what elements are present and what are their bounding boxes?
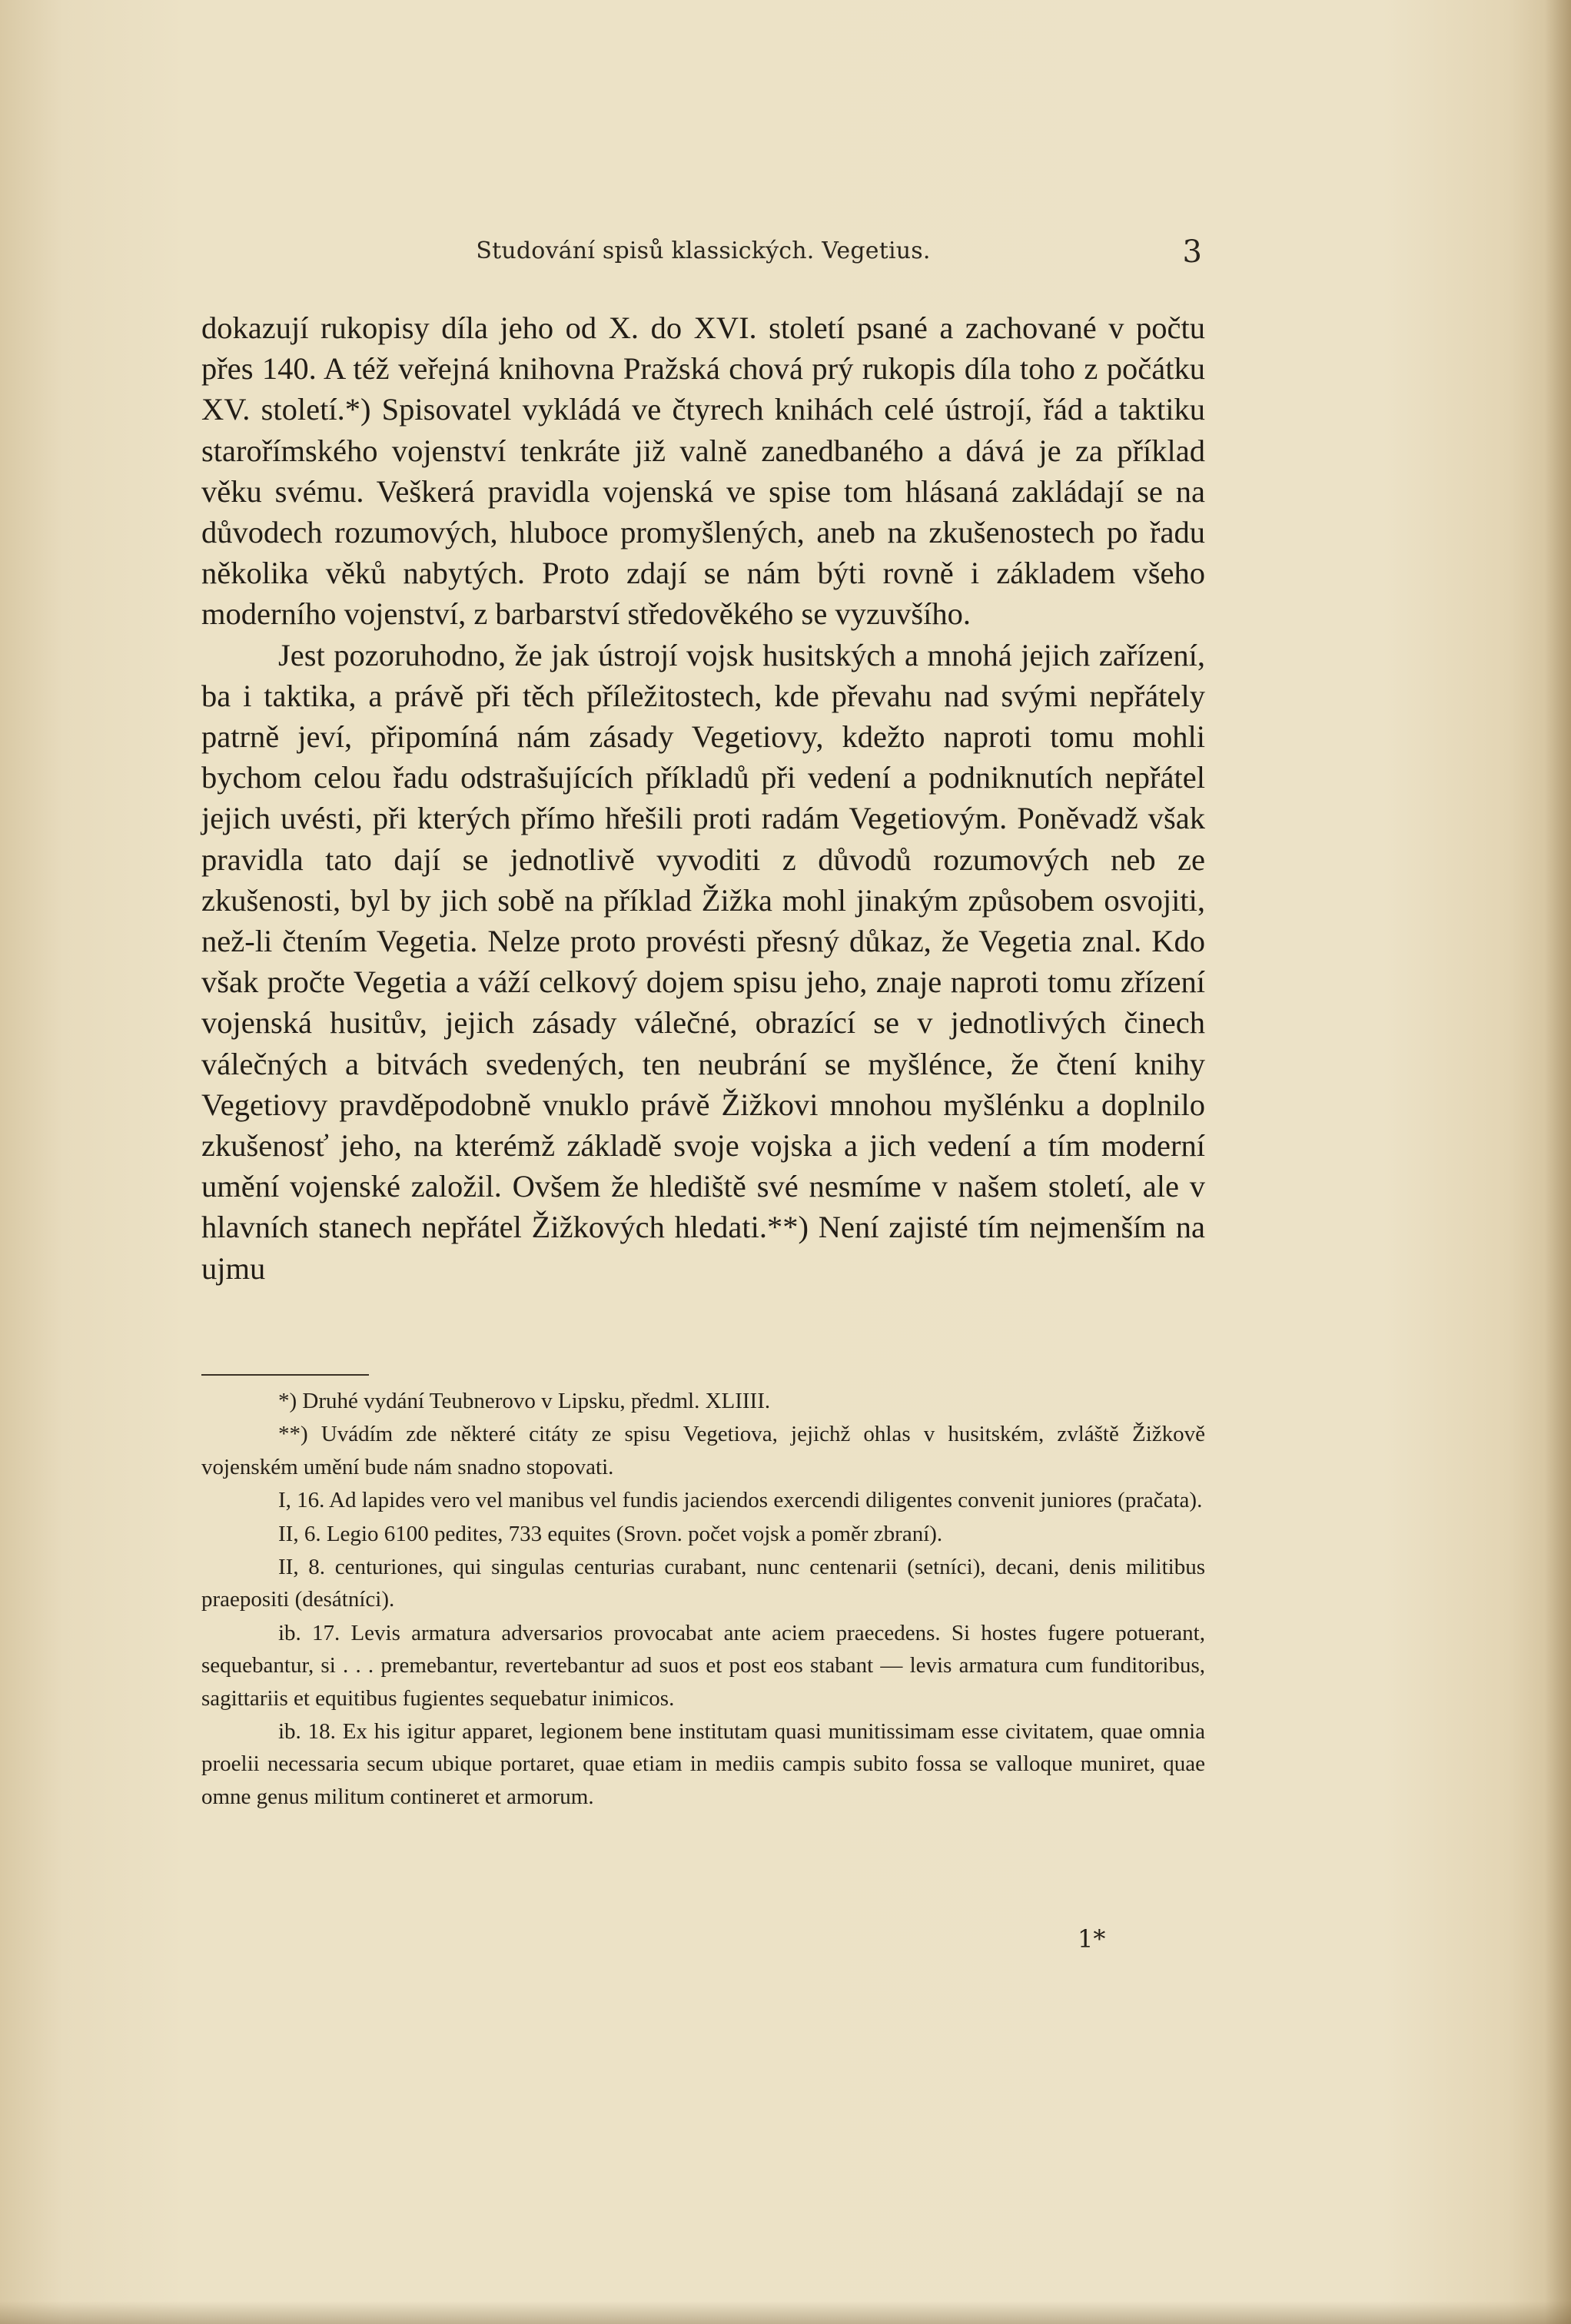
running-title: Studování spisů klassických. Vegetius. <box>476 237 931 264</box>
footnote-3: I, 16. Ad lapides vero vel manibus vel fundis jaciendos exercendi diligentes convenit juniores (pračata). <box>278 1488 1203 1513</box>
paragraph-2: Jest pozoruhodno, že jak ústrojí vojsk husitských a mnohá jejich zařízení, ba i taktika, a právě při těch příležitostech, kde převahu nad svými nepřátely patrně jeví, připomíná nám zásady Vegetiovy, kdežto naproti tomu mohli bychom celou řadu odstrašujících příkladů při vedení a podniknutích nepřátel jejich uvésti, při kterých přímo hřešili proti radám Vegetiovým. Poněvadž však pravidla tato dají se jednotlivě vyvoditi z důvodů rozumových neb ze zkušenosti, byl by jich sobě na příklad Žižka mohl jinakým způsobem osvojiti, než-li čtením Vegetia. Nelze proto provésti přesný důkaz, že Vegetia znal. Kdo však pročte Vegetia a váží celkový dojem spisu jeho, znaje naproti tomu zřízení vojenská husitův, jejich zásady válečné, obrazící se v jednotlivých činech válečných a bitvách svedených, ten neubrání se myšlénce, že čtení knihy Vegetiovy pravděpodobně vnuklo právě Žižkovi mnohou myšlénku a doplnilo zkušenosť jeho, na kterémž základě svoje vojska a jich vedení a tím moderní umění vojenské založil. Ovšem že hlediště své nesmíme v našem století, ale v hlavních stanech nepřátel Žižkových hledati.**) Není zajisté tím nejmenším na ujmu <box>201 637 1205 1286</box>
page-edge-shadow-right <box>1545 0 1571 2324</box>
footnote-4: II, 6. Legio 6100 pedites, 733 equites (Srovn. počet vojsk a poměr zbraní). <box>278 1521 943 1546</box>
footnote-1: *) Druhé vydání Teubnerovo v Lipsku, předml. XLIIII. <box>278 1389 771 1413</box>
main-text <box>201 307 1205 1289</box>
page-number: 3 <box>1182 234 1202 270</box>
footnote-2: **) Uvádím zde některé citáty ze spisu Vegetiova, jejichž ohlas v husitském, zvláště Žižkově vojenském umění bude nám snadno stopovati. <box>201 1422 1205 1479</box>
footnote-separator <box>201 1374 369 1376</box>
footnote-5: II, 8. centuriones, qui singulas centurias curabant, nunc centenarii (setníci), decani, denis militibus praepositi (desátníci). <box>201 1555 1205 1612</box>
paragraph-1: dokazují rukopisy díla jeho od X. do XVI. století psané a zachované v počtu přes 140. A též veřejná knihovna Pražská chová prý rukopis díla toho z počátku XV. století.*) Spisovatel vykládá ve čtyrech knihách celé ústrojí, řád a taktiku starořímského vojenství tenkráte již valně zanedbaného a dává je za příklad věku svému. Veškerá pravidla vojenská ve spise tom hlásaná zakládají se na důvodech rozumových, hluboce promyšlených, aneb na zkušenostech po řadu několika věků nabytých. Proto zdají se nám býti rovně i základem všeho moderního vojenství, z barbarství středověkého se vyzuvšího. <box>201 310 1205 632</box>
page-header <box>201 234 1205 273</box>
footnotes <box>201 1385 1205 1814</box>
footnote-6: ib. 17. Levis armatura adversarios provocabat ante aciem praecedens. Si hostes fugere potuerant, sequebantur, si . . . premebantur, revertebantur ad suos et post eos stabant — levis armatura cum funditoribus, sagittariis et equitibus fugientes sequebatur inimicos. <box>201 1620 1205 1711</box>
footnote-7: ib. 18. Ex his igitur apparet, legionem bene institutam quasi munitissimam esse civitatem, quae omnia proelii necessaria secum ubique portaret, quae etiam in mediis campis subito fossa se valloque muniret, quae omne genus militum contineret et armorum. <box>201 1719 1205 1809</box>
page-edge-shadow-bottom <box>0 2301 1571 2324</box>
signature-mark: 1* <box>1078 1924 1106 1954</box>
